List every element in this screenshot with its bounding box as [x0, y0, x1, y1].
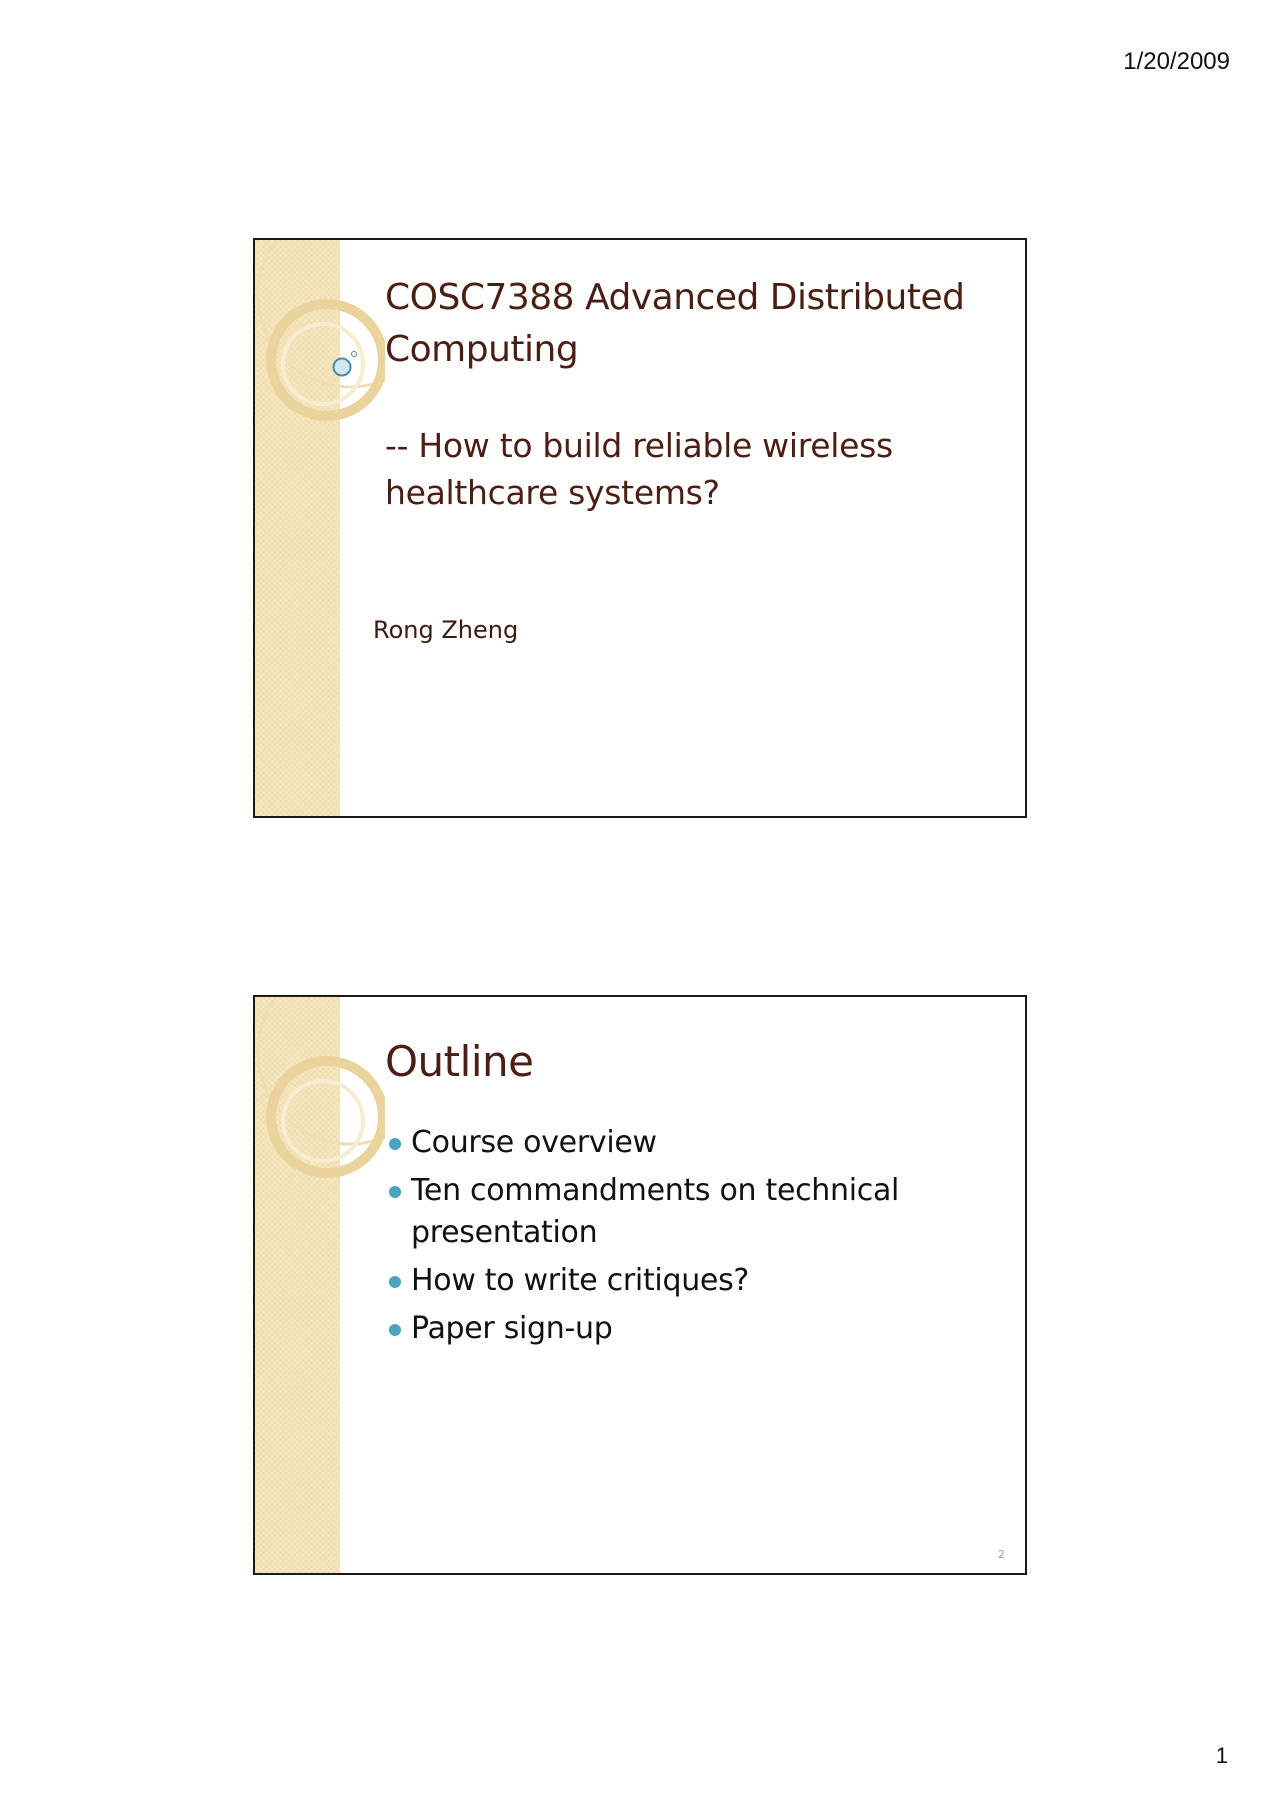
- outline-item: [389, 1170, 949, 1254]
- outline-item: [389, 1260, 949, 1302]
- outline-item-text: Paper sign-up: [411, 1311, 613, 1346]
- title-line-2: Computing: [385, 329, 579, 370]
- outline-slide: [253, 995, 1027, 1575]
- outline-item: [389, 1122, 949, 1164]
- outline-list: [389, 1122, 949, 1356]
- subtitle-line-2: healthcare systems?: [385, 473, 720, 512]
- page-number: 1: [1215, 1743, 1228, 1768]
- bullet-dot-icon: [389, 1324, 401, 1336]
- outline-title: Outline: [385, 1037, 534, 1086]
- bullet-dot-icon: [389, 1276, 401, 1288]
- subtitle-line-1: -- How to build reliable wireless: [385, 426, 893, 465]
- bullet-dot-icon: [389, 1186, 401, 1198]
- bullet-dot-icon: [389, 1138, 401, 1150]
- title-line-1: COSC7388 Advanced Distributed: [385, 277, 965, 318]
- title-slide: [253, 238, 1027, 818]
- slide-subtitle: [385, 422, 985, 516]
- slide-number: 2: [998, 1548, 1005, 1561]
- outline-item-text: How to write critiques?: [411, 1263, 750, 1298]
- outline-item: [389, 1308, 949, 1350]
- outline-item-text: Ten commandments on technical presentation: [411, 1173, 900, 1250]
- slide-title: [385, 272, 995, 376]
- page-date: 1/20/2009: [1123, 48, 1230, 75]
- outline-item-text: Course overview: [411, 1125, 657, 1160]
- slide-author: Rong Zheng: [373, 616, 519, 644]
